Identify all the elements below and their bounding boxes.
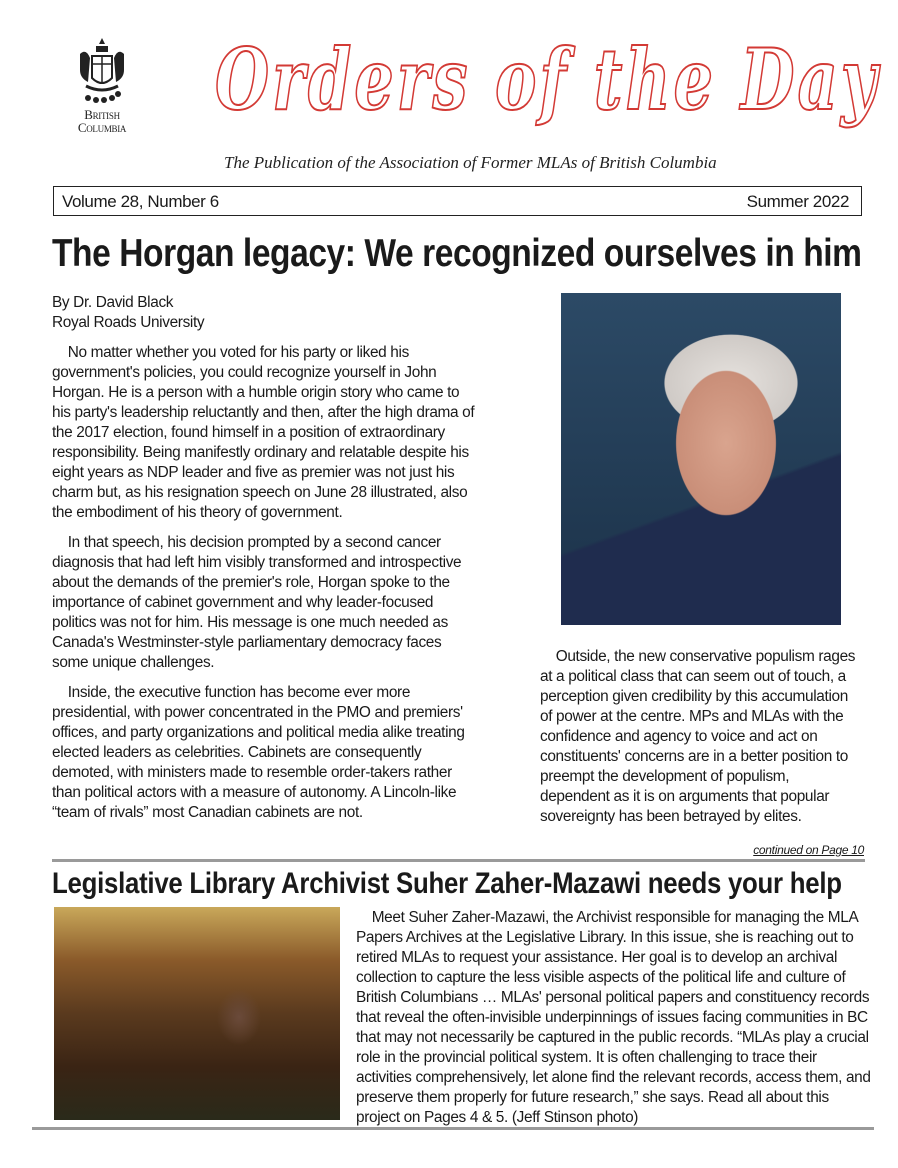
article-body-left	[52, 343, 482, 823]
text-line: Inside, the executive function has become ever more	[52, 684, 411, 701]
text-line: activities comprehensively, let alone find the relevant records, access them, and	[356, 1069, 871, 1086]
byline: By Dr. David Black	[52, 294, 174, 311]
text-line: charm but, as his resignation speech on June 28 illustrated, also	[52, 484, 468, 501]
text-line: “team of rivals” most Canadian cabinets are not.	[52, 804, 363, 821]
text-line: that reveal the often-invisible underpinnings of issues facing communities in BC	[356, 1009, 868, 1026]
article2-body	[356, 908, 871, 1128]
text-line: presidential, with power concentrated in the PMO and premiers'	[52, 704, 463, 721]
text-line: government's policies, you could recognize yourself in John	[52, 364, 437, 381]
masthead-subtitle: The Publication of the Association of Former MLAs of British Columbia	[224, 153, 717, 172]
bc-crest-logo	[62, 36, 142, 136]
text-line: British Columbians … MLAs' personal political papers and constituency records	[356, 989, 870, 1006]
text-line: sovereignty has been betrayed by elites.	[540, 808, 802, 825]
article-body-right	[540, 647, 870, 827]
text-line: confidence and agency to voice and act on	[540, 728, 818, 745]
text-line: the embodiment of his theory of government.	[52, 504, 343, 521]
bottom-divider-rule	[32, 1127, 874, 1130]
article-left-column	[52, 293, 482, 833]
text-line: offices, and party organizations and political media alike treating	[52, 724, 465, 741]
paragraph	[52, 683, 482, 823]
text-line: elected leaders as celebrities. Cabinets are consequently	[52, 744, 422, 761]
text-line: than political actors with a measure of autonomy. A Lincoln-like	[52, 784, 457, 801]
byline-affiliation: Royal Roads University	[52, 314, 205, 331]
text-line: In that speech, his decision prompted by a second cancer	[52, 534, 441, 551]
text-line: some unique challenges.	[52, 654, 215, 671]
text-line: Horgan. He is a person with a humble origin story who came to	[52, 384, 460, 401]
john-horgan-photo	[561, 293, 841, 625]
text-line: responsibility. Being manifestly ordinary and relatable despite his	[52, 444, 469, 461]
text-line: Meet Suher Zaher-Mazawi, the Archivist responsible for managing the MLA	[356, 909, 859, 926]
issue-season: Summer 2022	[746, 192, 849, 211]
text-line: preempt the development of populism,	[540, 768, 790, 785]
text-line: importance of cabinet government and why leader-focused	[52, 594, 434, 611]
text-line: Outside, the new conservative populism rages	[540, 648, 856, 665]
logo-text-columbia: Columbia	[77, 120, 127, 135]
paragraph	[52, 343, 482, 523]
coat-of-arms-icon	[74, 36, 130, 108]
issue-info-bar	[53, 186, 862, 216]
text-line: perception given credibility by this accumulation	[540, 688, 848, 705]
text-line: eight years as NDP leader and five as premier was not just his	[52, 464, 455, 481]
volume-number: Volume 28, Number 6	[62, 192, 219, 211]
text-line: that may not necessarily be captured in the public records. “MLAs play a crucial	[356, 1029, 869, 1046]
text-line: of power at the centre. MPs and MLAs with the	[540, 708, 844, 725]
text-line: demoted, with ministers made to resemble order-takers rather	[52, 764, 452, 781]
article2-headline: Legislative Library Archivist Suher Zaher-Mazawi needs your help	[52, 867, 842, 900]
text-line: role in the provincial political system. It is often challenging to trace their	[356, 1049, 817, 1066]
text-line: collection to capture the less visible aspects of the political life and culture of	[356, 969, 846, 986]
text-line: politics was not for him. His message is one much needed as	[52, 614, 448, 631]
text-line: the 2017 election, found himself in a position of extraordinary	[52, 424, 445, 441]
text-line: diagnosis that had left him visibly transformed and introspective	[52, 554, 462, 571]
text-line: Canada's Westminster-style parliamentary democracy faces	[52, 634, 442, 651]
text-line: Papers Archives at the Legislative Library. In this issue, she is reaching out to	[356, 929, 854, 946]
text-line: dependent as it is on arguments that popular	[540, 788, 830, 805]
article-headline: The Horgan legacy: We recognized ourselves in him	[52, 232, 862, 275]
article-right-column	[540, 647, 870, 837]
paragraph	[52, 533, 482, 673]
divider-rule	[52, 859, 865, 862]
text-line: preserve them properly for future research,” she says. Read all about this	[356, 1089, 829, 1106]
masthead-title: Orders of the Day	[215, 30, 880, 129]
logo-text-british: British	[84, 107, 120, 122]
text-line: his party's leadership reluctantly and then, after the high drama of	[52, 404, 475, 421]
text-line: constituents' concerns are in a better position to	[540, 748, 848, 765]
text-line: No matter whether you voted for his party or liked his	[52, 344, 409, 361]
continued-link[interactable]: continued on Page 10	[753, 843, 864, 857]
text-line: project on Pages 4 & 5. (Jeff Stinson photo)	[356, 1109, 639, 1126]
text-line: about the demands of the premier's role, Horgan spoke to the	[52, 574, 450, 591]
archivist-library-photo	[54, 907, 340, 1120]
text-line: at a political class that can seem out of touch, a	[540, 668, 846, 685]
paragraph	[540, 647, 870, 827]
text-line: retired MLAs to request your assistance. Her goal is to develop an archival	[356, 949, 838, 966]
